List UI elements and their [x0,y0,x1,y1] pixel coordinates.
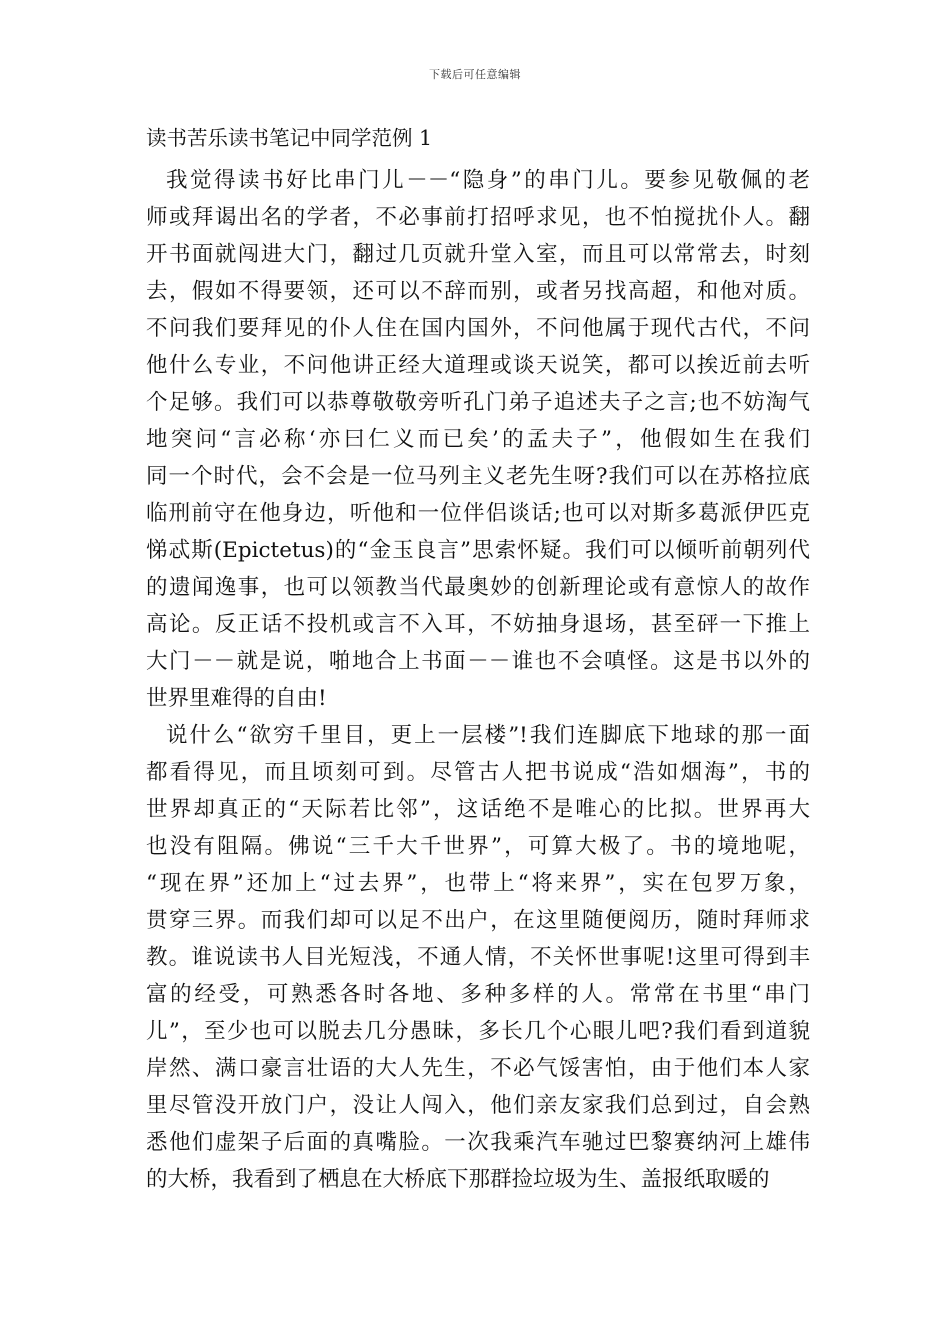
text-line: 的遗闻逸事，也可以领教当代最奥妙的创新理论或有意惊人的故作 [146,575,810,600]
text-line: 地突问“言必称‘亦曰仁义而已矣’的孟夫子”，他假如生在我们 [146,427,810,452]
text-line: 临刑前守在他身边，听他和一位伴侣谈话;也可以对斯多葛派伊匹克 [146,501,810,526]
text-line: 世界里难得的自由! [146,686,327,711]
paragraph-2 [146,717,810,1198]
text-line: 贯穿三界。而我们却可以足不出户，在这里随便阅历，随时拜师求 [146,908,810,933]
text-line: 他什么专业，不问他讲正经大道理或谈天说笑，都可以挨近前去听 [146,353,810,378]
text-line: 都看得见，而且顷刻可到。尽管古人把书说成“浩如烟海”，书的 [146,760,810,785]
document-body [146,124,810,1198]
document-title: 读书苦乐读书笔记中同学范例 1 [146,126,433,150]
text-line: 悉他们虚架子后面的真嘴脸。一次我乘汽车驰过巴黎赛纳河上雄伟 [146,1130,810,1155]
text-line: 岸然、满口豪言壮语的大人先生，不必气馁害怕，由于他们本人家 [146,1056,810,1081]
text-line: 儿”，至少也可以脱去几分愚昧，多长几个心眼儿吧?我们看到道貌 [146,1019,810,1044]
text-line: 开书面就闯进大门，翻过几页就升堂入室，而且可以常常去，时刻 [146,242,810,267]
text-line: 我觉得读书好比串门儿－－“隐身”的串门儿。要参见敬佩的老 [166,168,810,193]
text-line: 去，假如不得要领，还可以不辞而别，或者另找高超，和他对质。 [146,279,810,304]
text-line: 也没有阻隔。佛说“三千大千世界”，可算大极了。书的境地呢， [146,834,810,859]
text-line: 里尽管没开放门户，没让人闯入，他们亲友家我们总到过，自会熟 [146,1093,810,1118]
text-line: 富的经受，可熟悉各时各地、多种多样的人。常常在书里“串门 [146,982,810,1007]
text-line: 教。谁说读书人目光短浅，不通人情，不关怀世事呢!这里可得到丰 [146,945,810,970]
text-line: 的大桥，我看到了栖息在大桥底下那群捡垃圾为生、盖报纸取暖的 [146,1167,770,1192]
text-line: 不问我们要拜见的仆人住在国内国外，不问他属于现代古代，不问 [146,316,810,341]
text-line: 同一个时代，会不会是一位马列主义老先生呀?我们可以在苏格拉底 [146,464,810,489]
text-line: 悌忒斯(Epictetus)的“金玉良言”思索怀疑。我们可以倾听前朝列代 [146,538,810,563]
text-line: 说什么“欲穷千里目，更上一层楼”!我们连脚底下地球的那一面 [166,723,810,748]
text-line: 高论。反正话不投机或言不入耳，不妨抽身退场，甚至砰一下推上 [146,612,810,637]
text-line: 世界却真正的“天际若比邻”，这话绝不是唯心的比拟。世界再大 [146,797,810,822]
text-line: 师或拜谒出名的学者，不必事前打招呼求见，也不怕搅扰仆人。翻 [146,205,810,230]
text-line: 个足够。我们可以恭尊敬敬旁听孔门弟子追述夫子之言;也不妨淘气 [146,390,810,415]
text-line: “现在界”还加上“过去界”，也带上“将来界”，实在包罗万象， [146,871,810,896]
page-header-note: 下载后可任意编辑 [429,68,521,81]
text-line: 大门－－就是说，啪地合上书面－－谁也不会嗔怪。这是书以外的 [146,649,810,674]
paragraph-1 [146,162,810,717]
